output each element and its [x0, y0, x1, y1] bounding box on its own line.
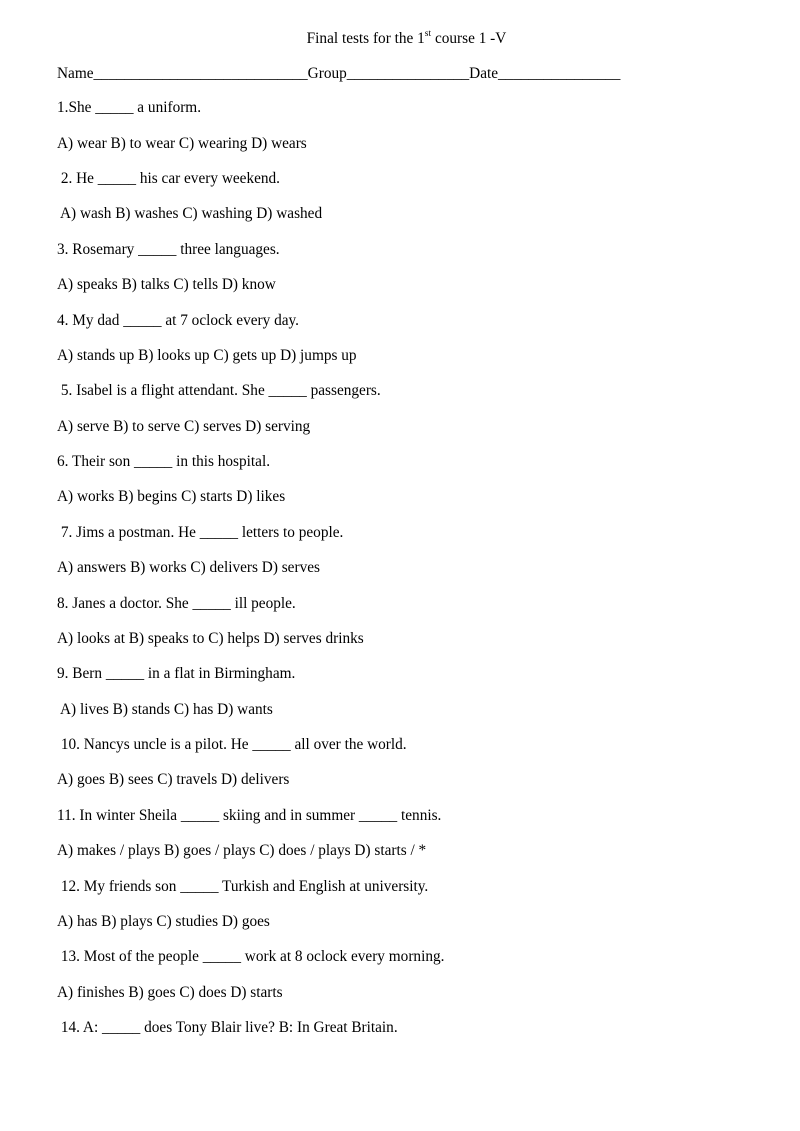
- question-9-options: A) lives B) stands C) has D) wants: [57, 701, 273, 718]
- question-13-text: 13. Most of the people _____ work at 8 oclock every morning.: [57, 948, 445, 965]
- question-6-options: A) works B) begins C) starts D) likes: [57, 488, 286, 505]
- question-14-text: 14. A: _____ does Tony Blair live? B: In Great Britain.: [57, 1019, 398, 1036]
- question-11-text: 11. In winter Sheila _____ skiing and in summer _____ tennis.: [57, 807, 442, 824]
- question-13-options: A) finishes B) goes C) does D) starts: [57, 984, 283, 1001]
- question-10-options: A) goes B) sees C) travels D) delivers: [57, 771, 290, 788]
- title-superscript: st: [424, 28, 432, 39]
- title-suffix: course 1 -V: [431, 30, 507, 47]
- question-7-text: 7. Jims a postman. He _____ letters to people.: [57, 524, 344, 541]
- question-3-text: 3. Rosemary _____ three languages.: [57, 241, 280, 258]
- question-5-text: 5. Isabel is a flight attendant. She _____ passengers.: [57, 382, 381, 399]
- question-4-options: A) stands up B) looks up C) gets up D) jumps up: [57, 347, 357, 364]
- question-12-options: A) has B) plays C) studies D) goes: [57, 913, 270, 930]
- page-title: [0, 29, 800, 49]
- question-2-text: 2. He _____ his car every weekend.: [57, 170, 280, 187]
- question-7-options: A) answers B) works C) delivers D) serves: [57, 559, 320, 576]
- question-5-options: A) serve B) to serve C) serves D) serving: [57, 418, 311, 435]
- question-11-options: A) makes / plays B) goes / plays C) does / plays D) starts / *: [57, 842, 427, 859]
- name-group-date-line: Name____________________________Group________________Date________________: [57, 65, 621, 82]
- question-1-text: 1.She _____ a uniform.: [57, 99, 202, 116]
- question-9-text: 9. Bern _____ in a flat in Birmingham.: [57, 665, 296, 682]
- question-8-text: 8. Janes a doctor. She _____ ill people.: [57, 595, 296, 612]
- question-8-options: A) looks at B) speaks to C) helps D) serves drinks: [57, 630, 364, 647]
- title-prefix: Final tests for the 1: [306, 30, 425, 47]
- question-1-options: A) wear B) to wear C) wearing D) wears: [57, 135, 307, 152]
- question-6-text: 6. Their son _____ in this hospital.: [57, 453, 271, 470]
- question-10-text: 10. Nancys uncle is a pilot. He _____ all over the world.: [57, 736, 407, 753]
- question-3-options: A) speaks B) talks C) tells D) know: [57, 276, 276, 293]
- question-2-options: A) wash B) washes C) washing D) washed: [57, 205, 323, 222]
- question-4-text: 4. My dad _____ at 7 oclock every day.: [57, 312, 299, 329]
- question-12-text: 12. My friends son _____ Turkish and English at university.: [57, 878, 429, 895]
